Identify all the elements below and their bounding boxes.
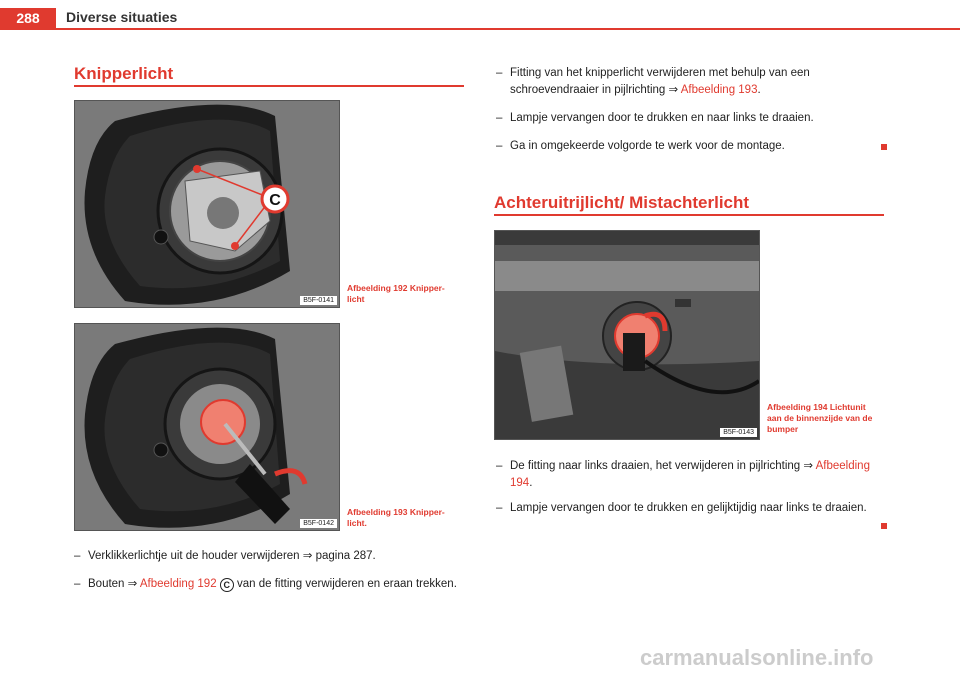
figure-193-illustration bbox=[75, 324, 339, 530]
figure-192-code: B5F-0141 bbox=[300, 296, 337, 305]
figure-193 bbox=[74, 323, 340, 531]
watermark: carmanualsonline.info bbox=[640, 645, 874, 670]
callout-c: C bbox=[269, 192, 281, 209]
figure-link[interactable]: Afbeelding 192 bbox=[139, 578, 217, 590]
section-rule bbox=[494, 214, 884, 216]
list-item: – De fitting naar links draaien, het verwijderen in pijlrichting ⇒ Afbeelding 194. bbox=[496, 460, 870, 489]
section-title-knipperlicht: Knipperlicht bbox=[74, 64, 174, 83]
end-mark bbox=[881, 144, 887, 150]
running-title: Diverse situaties bbox=[66, 9, 178, 25]
list-item: – Lampje vervangen door te drukken en gelijktijdig naar links te draaien. bbox=[496, 502, 867, 514]
section-title-achteruitrijlicht: Achteruitrijlicht/ Mistachterlicht bbox=[494, 193, 750, 212]
page-header bbox=[0, 0, 960, 30]
header-rule bbox=[0, 28, 960, 30]
list-item: – Ga in omgekeerde volgorde te werk voor de montage. bbox=[496, 140, 785, 152]
figure-193-caption: Afbeelding 193 Knipper-licht. bbox=[347, 507, 445, 528]
section-rule bbox=[74, 85, 464, 87]
figure-194-illustration bbox=[495, 231, 759, 439]
figure-193-code: B5F-0142 bbox=[300, 519, 337, 528]
figure-194 bbox=[494, 230, 760, 440]
list-item: – Bouten ⇒ Afbeelding 192 C van de fitting verwijderen en eraan trekken. bbox=[74, 578, 457, 590]
figure-194-caption: Afbeelding 194 Lichtunit aan de binnenzijde van de bumper bbox=[767, 402, 873, 434]
page-number: 288 bbox=[0, 8, 56, 28]
list-item: – Lampje vervangen door te drukken en naar links te draaien. bbox=[496, 112, 814, 124]
end-mark bbox=[881, 523, 887, 529]
figure-192-illustration bbox=[75, 101, 339, 307]
figure-192 bbox=[74, 100, 340, 308]
figure-link[interactable]: Afbeelding 194 bbox=[510, 460, 870, 489]
callout-c-inline: C bbox=[220, 578, 234, 592]
figure-194-code: B5F-0143 bbox=[720, 428, 757, 437]
list-item: – Verklikkerlichtje uit de houder verwijderen ⇒ pagina 287. bbox=[74, 550, 376, 562]
list-item: – Fitting van het knipperlicht verwijderen met behulp van een schroevendraaier in pijlrichting ⇒ Afbeelding 193. bbox=[496, 67, 810, 96]
figure-link[interactable]: Afbeelding 193 bbox=[680, 84, 758, 96]
figure-192-caption: Afbeelding 192 Knipper-licht bbox=[347, 283, 445, 304]
